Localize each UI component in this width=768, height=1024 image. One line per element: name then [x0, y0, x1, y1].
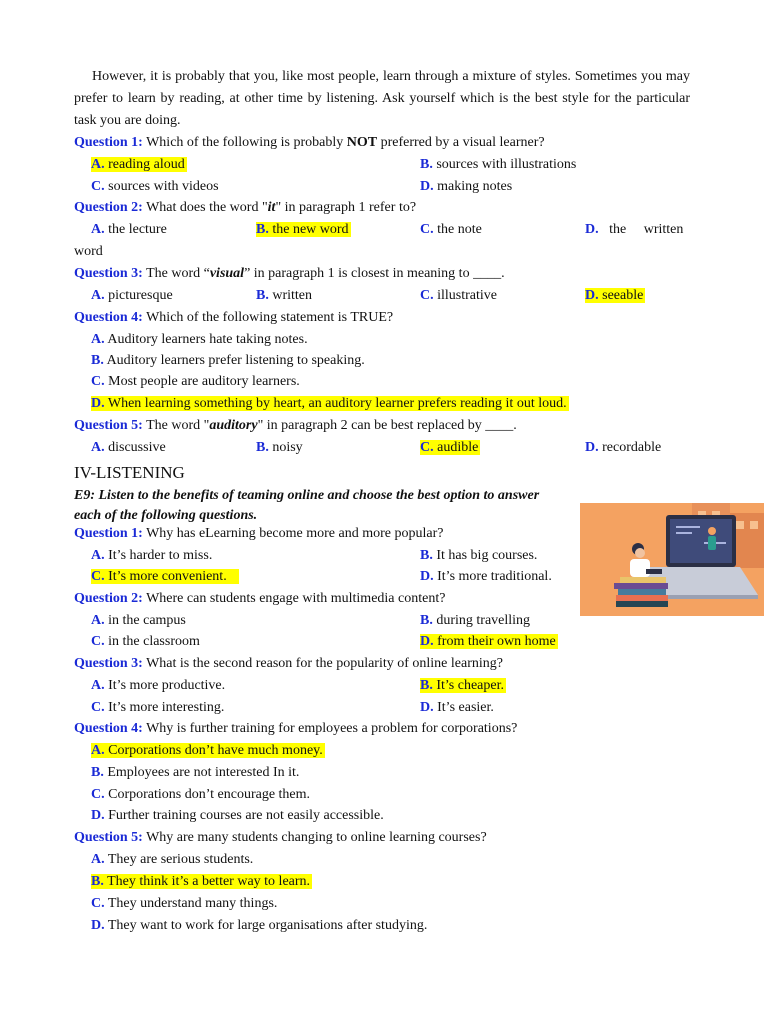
question-text: Where can students engage with multimedia content?	[142, 591, 446, 606]
option-letter: A.	[91, 613, 105, 628]
option-text: They want to work for large organisations after studying.	[104, 918, 428, 933]
exercise-instruction: E9: Listen to the benefits of teaming online and choose the best option to answer each of the following questions.	[74, 488, 540, 523]
option-letter: A.	[91, 743, 105, 758]
listening-q3-option-c[interactable]	[91, 697, 224, 718]
option-letter: B.	[91, 353, 104, 368]
reading-q5-option-a[interactable]	[91, 437, 166, 458]
reading-question-5	[74, 415, 517, 436]
option-letter: D.	[420, 569, 434, 584]
question-text: " in paragraph 1 refer to?	[275, 200, 417, 215]
option-letter: D.	[420, 634, 434, 649]
option-letter: D.	[91, 918, 105, 933]
option-text: the new word	[268, 222, 349, 237]
listening-q2-option-b[interactable]	[420, 610, 530, 631]
question-label: Question 2:	[74, 591, 143, 606]
listening-q5-option-c[interactable]	[91, 893, 277, 914]
option-letter: D.	[420, 179, 434, 194]
question-text: " in paragraph 2 can be best replaced by ____.	[257, 418, 517, 433]
option-letter: C.	[91, 896, 105, 911]
question-emphasis: visual	[209, 266, 245, 281]
option-text: Corporations don’t encourage them.	[104, 787, 311, 802]
option-text: recordable	[598, 440, 662, 455]
listening-q3-option-d[interactable]	[420, 697, 494, 718]
listening-q1-option-d[interactable]	[420, 566, 552, 587]
option-letter: A.	[91, 222, 105, 237]
option-text: discussive	[104, 440, 166, 455]
question-text: Why is further training for employees a problem for corporations?	[142, 721, 518, 736]
option-text: Further training courses are not easily accessible.	[104, 808, 384, 823]
option-text: It’s easier.	[433, 700, 494, 715]
option-letter: B.	[420, 548, 433, 563]
option-text: When learning something by heart, an auditory learner prefers reading it out loud.	[104, 396, 567, 411]
option-text: It has big courses.	[432, 548, 538, 563]
listening-q4-option-d[interactable]	[91, 805, 384, 826]
listening-question-3	[74, 653, 503, 674]
option-text: Auditory learners prefer listening to speaking.	[103, 353, 365, 368]
listening-q4-option-c[interactable]	[91, 784, 310, 805]
reading-q4-option-a[interactable]	[91, 329, 308, 350]
option-letter: D.	[91, 808, 105, 823]
reading-q1-option-b[interactable]	[420, 154, 576, 175]
reading-q2-option-c[interactable]	[420, 219, 482, 240]
listening-q2-option-d[interactable]	[420, 631, 558, 652]
option-text: It’s cheaper.	[432, 678, 504, 693]
reading-q4-option-b[interactable]	[91, 350, 365, 371]
option-text: in the classroom	[104, 634, 200, 649]
question-label: Question 3:	[74, 656, 143, 671]
option-text: It’s harder to miss.	[104, 548, 213, 563]
option-letter: B.	[420, 678, 433, 693]
option-text: from their own home	[433, 634, 556, 649]
question-text: Which of the following is probably	[142, 135, 347, 150]
option-text: sources with videos	[104, 179, 219, 194]
question-label: Question 5:	[74, 418, 143, 433]
reading-q1-option-a[interactable]	[91, 154, 187, 175]
option-text: They understand many things.	[104, 896, 278, 911]
option-letter: B.	[256, 288, 269, 303]
listening-q2-option-a[interactable]	[91, 610, 186, 631]
option-text: audible	[433, 440, 479, 455]
question-label: Question 1:	[74, 135, 143, 150]
listening-q4-option-a[interactable]	[91, 740, 325, 761]
option-text: written	[268, 288, 312, 303]
question-emphasis: it	[267, 200, 276, 215]
reading-q5-option-d[interactable]	[585, 437, 661, 458]
option-letter: C.	[420, 440, 434, 455]
listening-q2-option-c[interactable]	[91, 631, 200, 652]
listening-question-1	[74, 523, 443, 544]
option-text: making notes	[433, 179, 513, 194]
question-text: Why has eLearning become more and more popular?	[142, 526, 444, 541]
listening-q1-option-b[interactable]	[420, 545, 537, 566]
option-text: It’s more traditional.	[433, 569, 552, 584]
question-text: What does the word "	[142, 200, 268, 215]
listening-q1-option-c[interactable]	[91, 566, 239, 587]
reading-q4-option-c[interactable]	[91, 371, 300, 392]
option-text: sources with illustrations	[432, 157, 577, 172]
option-letter: D.	[420, 700, 434, 715]
option-letter: C.	[91, 700, 105, 715]
option-text: seeable	[598, 288, 644, 303]
question-text: Why are many students changing to online learning courses?	[142, 830, 487, 845]
reading-q5-option-b[interactable]	[256, 437, 303, 458]
reading-q1-option-c[interactable]	[91, 176, 219, 197]
option-text: the written	[609, 222, 684, 237]
question-label: Question 4:	[74, 310, 143, 325]
listening-q5-option-d[interactable]	[91, 915, 427, 936]
reading-q4-option-d[interactable]	[91, 393, 569, 414]
online-learning-illustration	[580, 503, 764, 616]
option-text: They are serious students.	[104, 852, 254, 867]
option-text: in the campus	[104, 613, 186, 628]
option-letter: A.	[91, 157, 105, 172]
question-text: The word “	[142, 266, 210, 281]
listening-q3-option-b[interactable]	[420, 675, 506, 696]
question-text: The word "	[142, 418, 210, 433]
option-letter: B.	[256, 440, 269, 455]
option-letter: C.	[91, 569, 105, 584]
question-text: ” in paragraph 1 is closest in meaning to ____.	[244, 266, 505, 281]
reading-q3-option-d[interactable]	[585, 285, 645, 306]
option-text: Most people are auditory learners.	[104, 374, 300, 389]
question-text: What is the second reason for the popularity of online learning?	[142, 656, 503, 671]
listening-question-5	[74, 827, 487, 848]
option-text: They think it’s a better way to learn.	[103, 874, 311, 889]
section-title: IV-LISTENING	[74, 463, 185, 482]
question-label: Question 3:	[74, 266, 143, 281]
option-letter: B.	[91, 874, 104, 889]
listening-q3-option-a[interactable]	[91, 675, 225, 696]
option-text: It’s more productive.	[104, 678, 226, 693]
option-text: during travelling	[432, 613, 531, 628]
option-text: illustrative	[433, 288, 498, 303]
option-text: It’s more convenient.	[104, 569, 231, 584]
question-text: Which of the following statement is TRUE?	[142, 310, 394, 325]
option-text: It’s more interesting.	[104, 700, 225, 715]
option-text: noisy	[268, 440, 303, 455]
reading-question-1	[74, 132, 545, 153]
option-letter: D.	[585, 222, 599, 237]
listening-question-2	[74, 588, 445, 609]
reading-q1-option-d[interactable]	[420, 176, 512, 197]
option-letter: A.	[91, 288, 105, 303]
option-letter: C.	[420, 288, 434, 303]
question-emphasis: auditory	[209, 418, 258, 433]
option-text: the lecture	[104, 222, 167, 237]
option-text: the note	[433, 222, 482, 237]
reading-question-2	[74, 197, 416, 218]
reading-question-3	[74, 263, 505, 284]
option-text: Employees are not interested In it.	[103, 765, 300, 780]
option-letter: C.	[91, 634, 105, 649]
option-letter: C.	[91, 179, 105, 194]
listening-q4-option-b[interactable]	[91, 762, 299, 783]
option-text: Corporations don’t have much money.	[104, 743, 323, 758]
option-letter: B.	[420, 613, 433, 628]
reading-q3-option-b[interactable]	[256, 285, 312, 306]
option-letter: A.	[91, 852, 105, 867]
option-letter: A.	[91, 548, 105, 563]
question-label: Question 5:	[74, 830, 143, 845]
option-letter: D.	[91, 396, 105, 411]
reading-q3-option-c[interactable]	[420, 285, 497, 306]
option-text: reading aloud	[104, 157, 185, 172]
option-letter: C.	[420, 222, 434, 237]
intro-paragraph	[74, 66, 690, 132]
question-label: Question 4:	[74, 721, 143, 736]
question-text: preferred by a visual learner?	[377, 135, 545, 150]
question-label: Question 1:	[74, 526, 143, 541]
option-letter: A.	[91, 678, 105, 693]
option-letter: A.	[91, 440, 105, 455]
reading-q3-option-a[interactable]	[91, 285, 173, 306]
reading-question-4	[74, 307, 393, 328]
option-letter: D.	[585, 440, 599, 455]
listening-q5-option-a[interactable]	[91, 849, 253, 870]
option-text: Auditory learners hate taking notes.	[104, 332, 308, 347]
listening-q5-option-b[interactable]	[91, 871, 312, 892]
option-letter: B.	[420, 157, 433, 172]
listening-q1-option-a[interactable]	[91, 545, 212, 566]
reading-q2-option-a[interactable]	[91, 219, 167, 240]
option-letter: C.	[91, 374, 105, 389]
question-emphasis: NOT	[346, 135, 378, 150]
intro-text: However, it is probably that you, like most people, learn through a mixture of styles. Sometimes you may prefer to learn by reading, at other time by listening. Ask yourself which is the best style for the particular task you are doing.	[74, 69, 690, 128]
reading-q2-option-d[interactable]	[585, 219, 683, 240]
option-text: picturesque	[104, 288, 173, 303]
reading-q2-option-b[interactable]	[256, 219, 351, 240]
option-letter: A.	[91, 332, 105, 347]
option-letter: B.	[91, 765, 104, 780]
listening-question-4	[74, 718, 517, 739]
reading-q2-option-d-wrap: word	[74, 244, 103, 259]
option-letter: C.	[91, 787, 105, 802]
option-letter: D.	[585, 288, 599, 303]
option-letter: B.	[256, 222, 269, 237]
question-label: Question 2:	[74, 200, 143, 215]
reading-q5-option-c[interactable]	[420, 437, 480, 458]
